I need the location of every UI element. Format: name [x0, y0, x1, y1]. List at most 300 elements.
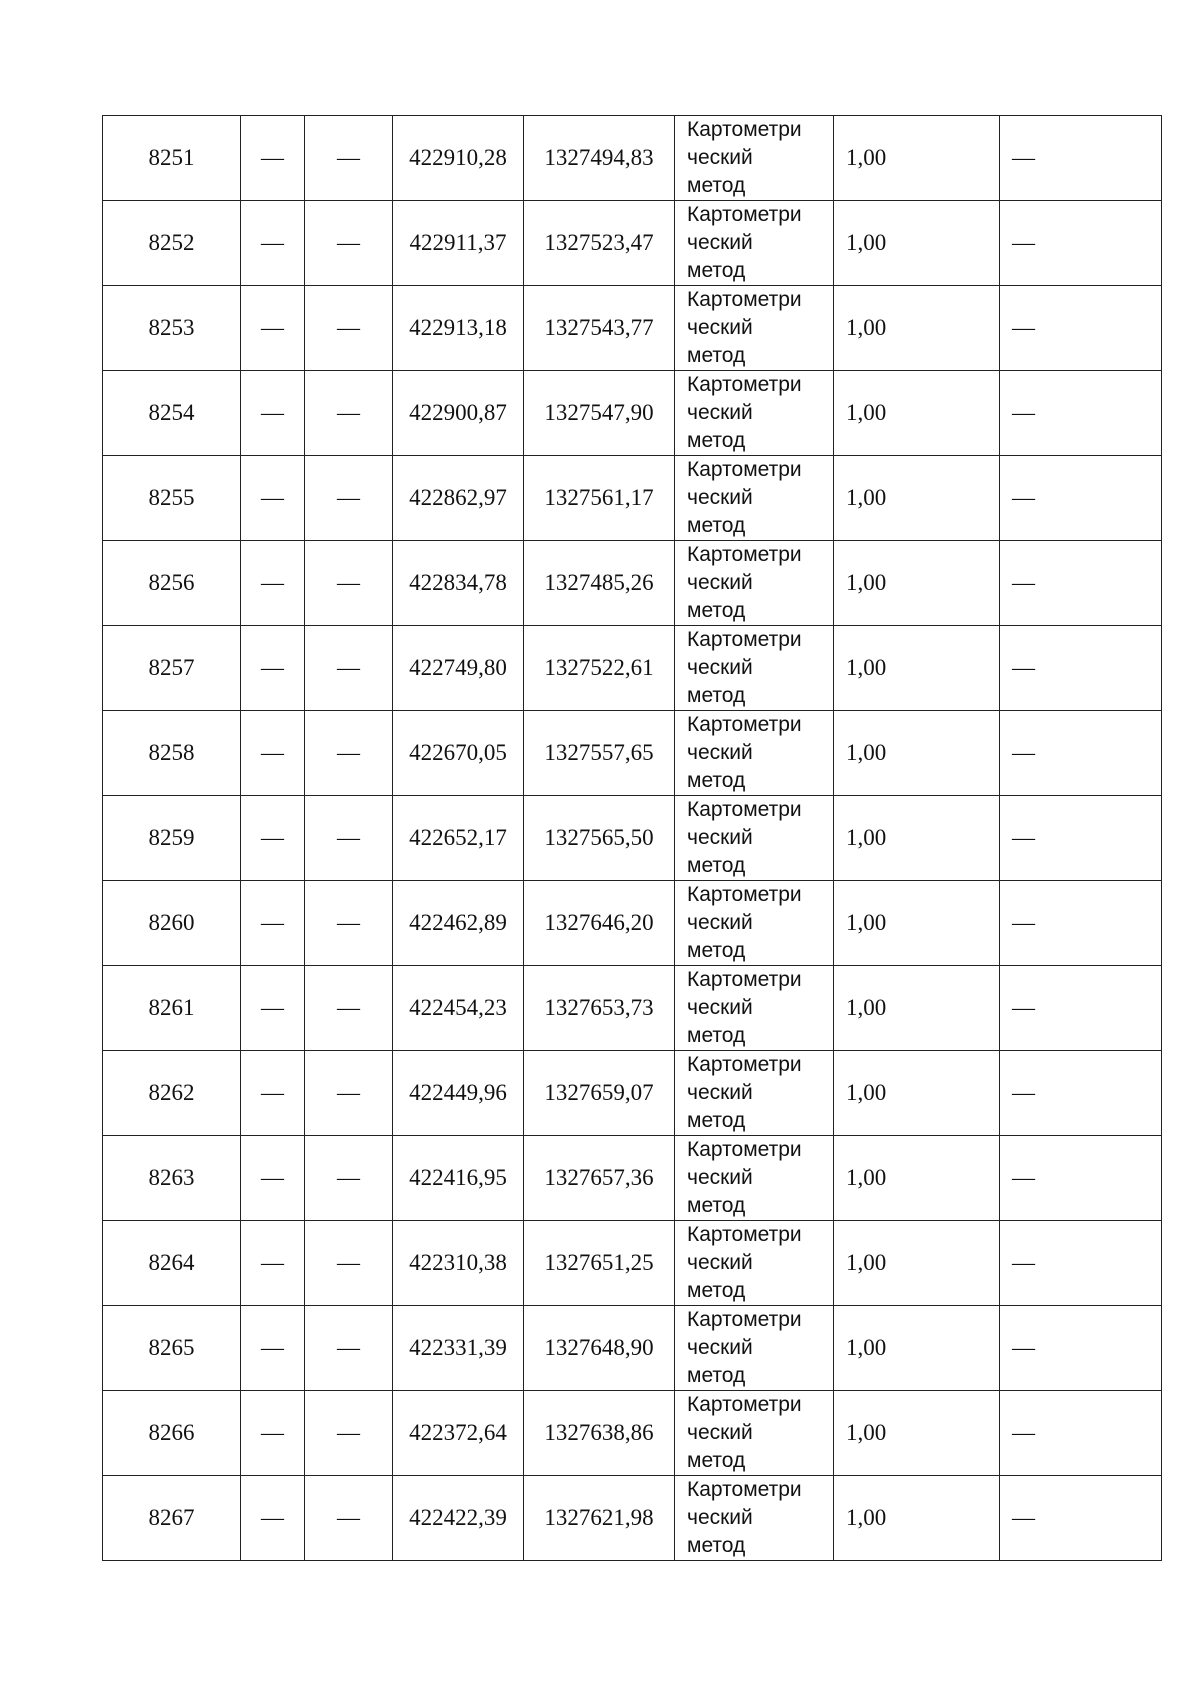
accuracy-value: 1,00 [846, 1250, 887, 1275]
description-cell [1000, 371, 1162, 456]
description-cell [1000, 1136, 1162, 1221]
coordinate-x-cell [393, 1051, 524, 1136]
coordinate-y: 1327485,26 [544, 570, 654, 595]
method-cell [675, 966, 834, 1051]
empty-cell [241, 116, 305, 201]
method-line: ческий [687, 826, 753, 849]
empty-cell [241, 626, 305, 711]
coordinate-y: 1327565,50 [544, 825, 654, 850]
coordinate-y-cell [524, 881, 675, 966]
coordinate-x: 422449,96 [409, 1080, 507, 1105]
dash-value: — [1012, 910, 1035, 935]
dash-value: — [261, 1250, 284, 1275]
method-cell [675, 541, 834, 626]
dash-value: — [261, 400, 284, 425]
empty-cell [305, 116, 393, 201]
table-row [103, 1306, 1162, 1391]
accuracy-cell [834, 881, 1000, 966]
accuracy-value: 1,00 [846, 400, 887, 425]
dash-value: — [261, 1420, 284, 1445]
method-line: Картометри [687, 543, 802, 566]
description-cell [1000, 1306, 1162, 1391]
coordinate-y-cell [524, 541, 675, 626]
empty-cell [305, 286, 393, 371]
method-line: метод [687, 769, 746, 792]
method-line: Картометри [687, 1393, 802, 1416]
coordinate-x-cell [393, 711, 524, 796]
method-line: Картометри [687, 1053, 802, 1076]
coordinate-y-cell [524, 116, 675, 201]
coordinate-x: 422652,17 [409, 825, 507, 850]
description-cell [1000, 116, 1162, 201]
coordinate-y-cell [524, 286, 675, 371]
coordinate-x-cell [393, 456, 524, 541]
dash-value: — [337, 740, 360, 765]
dash-value: — [261, 315, 284, 340]
point-number-cell [103, 286, 241, 371]
coordinate-y-cell [524, 1391, 675, 1476]
dash-value: — [337, 825, 360, 850]
table-row [103, 456, 1162, 541]
method-line: Картометри [687, 373, 802, 396]
coordinate-x-cell [393, 371, 524, 456]
method-line: Картометри [687, 883, 802, 906]
coordinate-x: 422310,38 [409, 1250, 507, 1275]
dash-value: — [261, 1505, 284, 1530]
table-row [103, 1221, 1162, 1306]
dash-value: — [261, 485, 284, 510]
coordinate-y: 1327653,73 [544, 995, 654, 1020]
method-cell [675, 711, 834, 796]
table-body [103, 116, 1162, 1561]
dash-value: — [1012, 1250, 1035, 1275]
method-line: метод [687, 344, 746, 367]
table-row [103, 796, 1162, 881]
dash-value: — [1012, 655, 1035, 680]
method-line: Картометри [687, 203, 802, 226]
table-row [103, 1051, 1162, 1136]
coordinate-y: 1327648,90 [544, 1335, 654, 1360]
dash-value: — [1012, 145, 1035, 170]
coordinate-x-cell [393, 541, 524, 626]
table-row [103, 1391, 1162, 1476]
coordinate-y: 1327638,86 [544, 1420, 654, 1445]
method-line: метод [687, 939, 746, 962]
point-number-cell [103, 1391, 241, 1476]
dash-value: — [1012, 485, 1035, 510]
point-number-cell [103, 1476, 241, 1561]
dash-value: — [261, 995, 284, 1020]
point-number-cell [103, 541, 241, 626]
dash-value: — [261, 1080, 284, 1105]
dash-value: — [1012, 1505, 1035, 1530]
accuracy-cell [834, 541, 1000, 626]
coordinate-y-cell [524, 966, 675, 1051]
method-line: ческий [687, 1251, 753, 1274]
dash-value: — [337, 655, 360, 680]
dash-value: — [261, 655, 284, 680]
empty-cell [241, 201, 305, 286]
empty-cell [241, 371, 305, 456]
coordinate-x: 422862,97 [409, 485, 507, 510]
coordinate-x-cell [393, 796, 524, 881]
empty-cell [305, 456, 393, 541]
coordinate-y: 1327651,25 [544, 1250, 654, 1275]
description-cell [1000, 711, 1162, 796]
description-cell [1000, 796, 1162, 881]
point-number: 8263 [148, 1165, 195, 1190]
coordinate-y-cell [524, 1051, 675, 1136]
method-line: Картометри [687, 798, 802, 821]
method-line: Картометри [687, 1138, 802, 1161]
empty-cell [305, 1136, 393, 1221]
coordinate-x: 422331,39 [409, 1335, 507, 1360]
point-number: 8261 [148, 995, 195, 1020]
coordinate-y: 1327657,36 [544, 1165, 654, 1190]
coordinate-x-cell [393, 201, 524, 286]
accuracy-cell [834, 286, 1000, 371]
accuracy-value: 1,00 [846, 740, 887, 765]
accuracy-cell [834, 796, 1000, 881]
point-number: 8251 [148, 145, 195, 170]
dash-value: — [1012, 1420, 1035, 1445]
coordinate-y: 1327547,90 [544, 400, 654, 425]
coordinate-y: 1327522,61 [544, 655, 654, 680]
dash-value: — [337, 315, 360, 340]
dash-value: — [337, 400, 360, 425]
method-line: Картометри [687, 1308, 802, 1331]
point-number: 8265 [148, 1335, 195, 1360]
accuracy-cell [834, 116, 1000, 201]
method-line: метод [687, 1024, 746, 1047]
method-line: ческий [687, 571, 753, 594]
table-row [103, 1136, 1162, 1221]
accuracy-cell [834, 1051, 1000, 1136]
coordinate-y: 1327646,20 [544, 910, 654, 935]
point-number: 8267 [148, 1505, 195, 1530]
empty-cell [241, 1476, 305, 1561]
coordinate-x-cell [393, 1306, 524, 1391]
coordinate-x: 422913,18 [409, 315, 507, 340]
description-cell [1000, 1391, 1162, 1476]
description-cell [1000, 1051, 1162, 1136]
coordinate-y-cell [524, 1221, 675, 1306]
method-line: метод [687, 1109, 746, 1132]
method-cell [675, 1136, 834, 1221]
description-cell [1000, 966, 1162, 1051]
point-number: 8252 [148, 230, 195, 255]
method-line: метод [687, 1364, 746, 1387]
point-number-cell [103, 1221, 241, 1306]
accuracy-value: 1,00 [846, 1335, 887, 1360]
coordinate-y: 1327561,17 [544, 485, 654, 510]
method-line: ческий [687, 656, 753, 679]
dash-value: — [1012, 400, 1035, 425]
point-number-cell [103, 371, 241, 456]
method-line: метод [687, 1194, 746, 1217]
empty-cell [241, 286, 305, 371]
method-cell [675, 456, 834, 541]
coordinate-x: 422454,23 [409, 995, 507, 1020]
accuracy-cell [834, 1136, 1000, 1221]
table-row [103, 286, 1162, 371]
point-number: 8266 [148, 1420, 195, 1445]
empty-cell [305, 1476, 393, 1561]
method-line: ческий [687, 401, 753, 424]
method-line: Картометри [687, 713, 802, 736]
empty-cell [305, 1391, 393, 1476]
table-row [103, 116, 1162, 201]
dash-value: — [1012, 995, 1035, 1020]
empty-cell [305, 1221, 393, 1306]
point-number: 8254 [148, 400, 195, 425]
dash-value: — [337, 145, 360, 170]
table-row [103, 201, 1162, 286]
dash-value: — [261, 230, 284, 255]
method-line: ческий [687, 1336, 753, 1359]
method-line: Картометри [687, 1223, 802, 1246]
method-line: Картометри [687, 458, 802, 481]
dash-value: — [337, 995, 360, 1020]
dash-value: — [261, 825, 284, 850]
method-cell [675, 1051, 834, 1136]
method-line: метод [687, 684, 746, 707]
coordinate-y-cell [524, 711, 675, 796]
coordinate-y: 1327494,83 [544, 145, 654, 170]
method-line: ческий [687, 911, 753, 934]
method-cell [675, 1306, 834, 1391]
method-line: Картометри [687, 968, 802, 991]
accuracy-cell [834, 456, 1000, 541]
method-line: метод [687, 174, 746, 197]
empty-cell [241, 1391, 305, 1476]
method-line: метод [687, 1279, 746, 1302]
table-row [103, 966, 1162, 1051]
accuracy-cell [834, 1391, 1000, 1476]
dash-value: — [261, 145, 284, 170]
point-number: 8258 [148, 740, 195, 765]
empty-cell [241, 1136, 305, 1221]
description-cell [1000, 1221, 1162, 1306]
accuracy-value: 1,00 [846, 655, 887, 680]
method-cell [675, 201, 834, 286]
table-row [103, 626, 1162, 711]
coordinate-y-cell [524, 796, 675, 881]
point-number-cell [103, 796, 241, 881]
method-line: ческий [687, 316, 753, 339]
point-number-cell [103, 881, 241, 966]
coordinate-x: 422834,78 [409, 570, 507, 595]
empty-cell [241, 711, 305, 796]
empty-cell [241, 1221, 305, 1306]
method-line: Картометри [687, 628, 802, 651]
empty-cell [305, 1051, 393, 1136]
method-line: ческий [687, 741, 753, 764]
coordinate-x-cell [393, 881, 524, 966]
dash-value: — [261, 1165, 284, 1190]
accuracy-cell [834, 1306, 1000, 1391]
method-line: ческий [687, 996, 753, 1019]
accuracy-value: 1,00 [846, 1165, 887, 1190]
coordinate-x: 422416,95 [409, 1165, 507, 1190]
table-row [103, 541, 1162, 626]
coordinate-y: 1327523,47 [544, 230, 654, 255]
dash-value: — [1012, 570, 1035, 595]
empty-cell [305, 371, 393, 456]
method-cell [675, 1221, 834, 1306]
method-line: ческий [687, 1166, 753, 1189]
method-cell [675, 881, 834, 966]
method-line: метод [687, 1449, 746, 1472]
dash-value: — [261, 1335, 284, 1360]
point-number: 8262 [148, 1080, 195, 1105]
accuracy-cell [834, 966, 1000, 1051]
description-cell [1000, 626, 1162, 711]
point-number: 8264 [148, 1250, 195, 1275]
coordinate-x: 422422,39 [409, 1505, 507, 1530]
accuracy-cell [834, 201, 1000, 286]
table-row [103, 1476, 1162, 1561]
accuracy-value: 1,00 [846, 995, 887, 1020]
coordinate-y: 1327659,07 [544, 1080, 654, 1105]
method-line: Картометри [687, 118, 802, 141]
empty-cell [241, 966, 305, 1051]
method-line: метод [687, 854, 746, 877]
coordinate-x: 422749,80 [409, 655, 507, 680]
coordinate-x-cell [393, 116, 524, 201]
coordinate-x: 422910,28 [409, 145, 507, 170]
empty-cell [241, 456, 305, 541]
point-number-cell [103, 456, 241, 541]
dash-value: — [1012, 740, 1035, 765]
accuracy-cell [834, 711, 1000, 796]
method-cell [675, 371, 834, 456]
method-line: метод [687, 429, 746, 452]
method-cell [675, 626, 834, 711]
empty-cell [305, 711, 393, 796]
accuracy-cell [834, 1221, 1000, 1306]
coordinate-x-cell [393, 966, 524, 1051]
dash-value: — [1012, 1080, 1035, 1105]
description-cell [1000, 456, 1162, 541]
method-cell [675, 286, 834, 371]
method-cell [675, 796, 834, 881]
accuracy-value: 1,00 [846, 315, 887, 340]
coordinate-y-cell [524, 1476, 675, 1561]
coordinate-y-cell [524, 456, 675, 541]
coordinate-x-cell [393, 626, 524, 711]
method-line: ческий [687, 1506, 753, 1529]
point-number-cell [103, 1306, 241, 1391]
empty-cell [305, 541, 393, 626]
method-line: метод [687, 259, 746, 282]
accuracy-value: 1,00 [846, 145, 887, 170]
method-line: метод [687, 1534, 746, 1557]
accuracy-value: 1,00 [846, 1505, 887, 1530]
empty-cell [305, 1306, 393, 1391]
dash-value: — [1012, 1165, 1035, 1190]
method-line: ческий [687, 231, 753, 254]
description-cell [1000, 541, 1162, 626]
empty-cell [305, 966, 393, 1051]
dash-value: — [337, 1080, 360, 1105]
accuracy-cell [834, 1476, 1000, 1561]
method-line: Картометри [687, 1478, 802, 1501]
dash-value: — [261, 570, 284, 595]
coordinate-x-cell [393, 1221, 524, 1306]
coordinate-x-cell [393, 1476, 524, 1561]
method-line: ческий [687, 1081, 753, 1104]
empty-cell [305, 881, 393, 966]
dash-value: — [1012, 825, 1035, 850]
dash-value: — [1012, 230, 1035, 255]
dash-value: — [337, 485, 360, 510]
coordinate-x: 422911,37 [409, 230, 507, 255]
coordinate-x: 422670,05 [409, 740, 507, 765]
coordinate-y-cell [524, 371, 675, 456]
coordinate-x-cell [393, 286, 524, 371]
accuracy-value: 1,00 [846, 825, 887, 850]
coordinate-y: 1327543,77 [544, 315, 654, 340]
empty-cell [241, 796, 305, 881]
accuracy-value: 1,00 [846, 1420, 887, 1445]
coordinate-y-cell [524, 626, 675, 711]
description-cell [1000, 881, 1162, 966]
dash-value: — [337, 1250, 360, 1275]
method-cell [675, 1476, 834, 1561]
empty-cell [241, 541, 305, 626]
accuracy-cell [834, 626, 1000, 711]
point-number: 8255 [148, 485, 195, 510]
accuracy-cell [834, 371, 1000, 456]
accuracy-value: 1,00 [846, 1080, 887, 1105]
empty-cell [241, 1306, 305, 1391]
point-number-cell [103, 1136, 241, 1221]
table-row [103, 711, 1162, 796]
description-cell [1000, 201, 1162, 286]
empty-cell [305, 626, 393, 711]
empty-cell [241, 1051, 305, 1136]
description-cell [1000, 1476, 1162, 1561]
dash-value: — [1012, 315, 1035, 340]
dash-value: — [337, 570, 360, 595]
empty-cell [241, 881, 305, 966]
point-number: 8260 [148, 910, 195, 935]
method-line: метод [687, 514, 746, 537]
dash-value: — [337, 1335, 360, 1360]
point-number-cell [103, 626, 241, 711]
accuracy-value: 1,00 [846, 570, 887, 595]
coordinate-y-cell [524, 1136, 675, 1221]
accuracy-value: 1,00 [846, 910, 887, 935]
dash-value: — [337, 1420, 360, 1445]
dash-value: — [261, 740, 284, 765]
coordinate-y-cell [524, 1306, 675, 1391]
method-line: метод [687, 599, 746, 622]
table-row [103, 881, 1162, 966]
point-number-cell [103, 201, 241, 286]
coordinate-x: 422372,64 [409, 1420, 507, 1445]
description-cell [1000, 286, 1162, 371]
point-number-cell [103, 1051, 241, 1136]
accuracy-value: 1,00 [846, 485, 887, 510]
dash-value: — [1012, 1335, 1035, 1360]
dash-value: — [337, 230, 360, 255]
method-cell [675, 116, 834, 201]
point-number: 8253 [148, 315, 195, 340]
coordinates-table [102, 115, 1162, 1561]
dash-value: — [337, 1165, 360, 1190]
